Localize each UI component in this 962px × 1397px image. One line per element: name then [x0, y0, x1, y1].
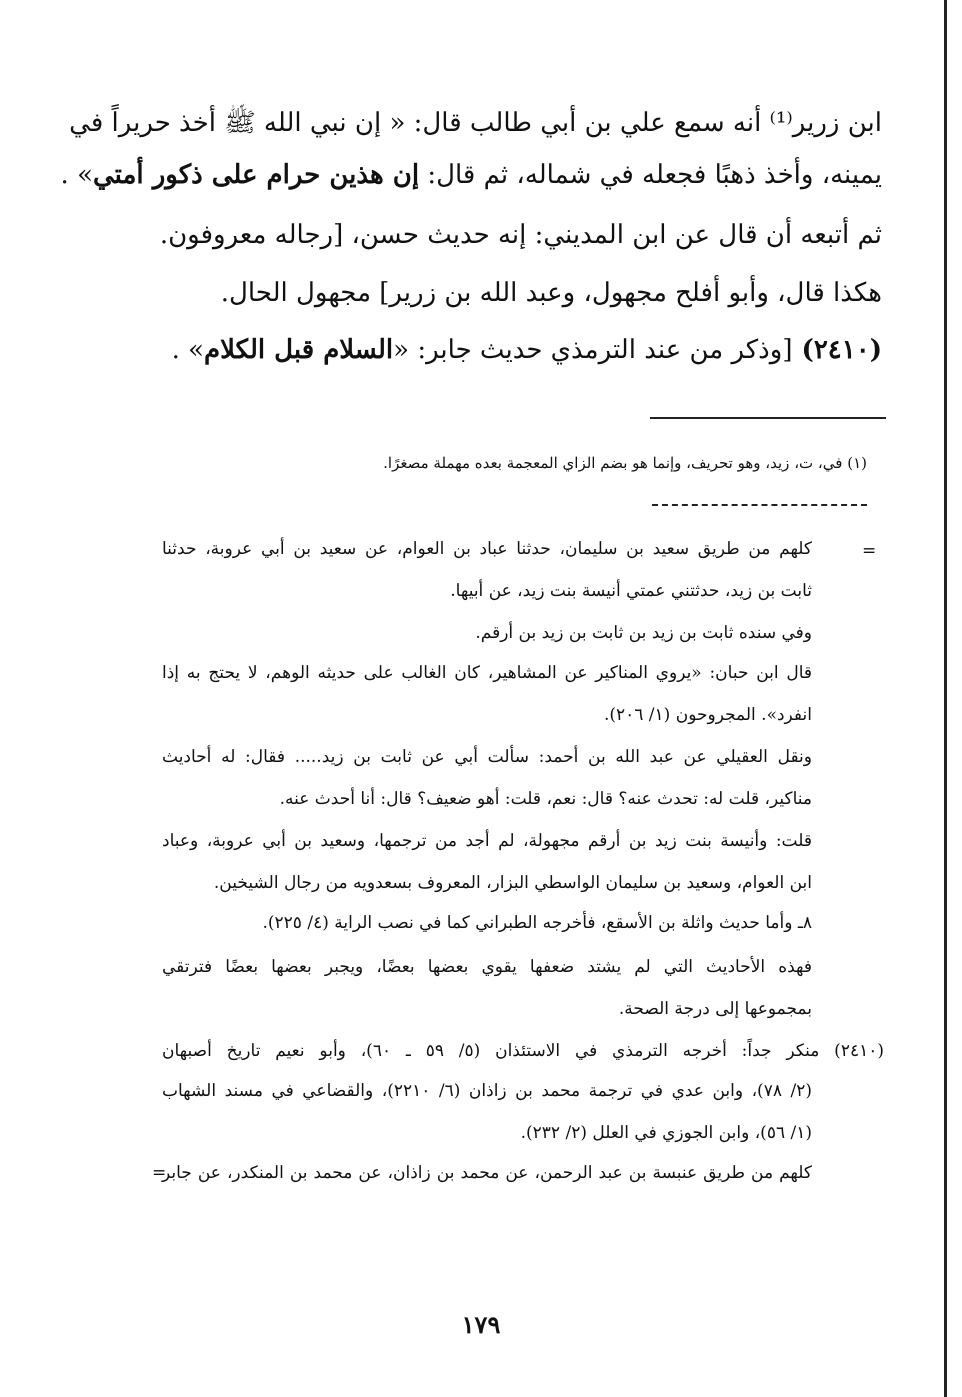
- main-text-line-2-part-c: » .: [60, 160, 93, 190]
- note-line-hadith-2410: (٢٤١٠) منكر جداً: أخرجه الترمذي في الاستئذان (٥/ ٥٩ ـ ٦٠)، وأبو نعيم تاريخ أصبهان: [162, 1041, 884, 1061]
- note-line: ٨ـ وأما حديث واثلة بن الأسقع، فأخرجه الطبراني كما في نصب الراية (٤/ ٢٢٥).: [262, 913, 812, 933]
- note-line: قال ابن حبان: «يروي المناكير عن المشاهير، كان الغالب على حديثه الوهم، لا يحتج به إذا: [162, 663, 812, 683]
- notes-dashed-separator: [652, 504, 867, 506]
- note-line: ابن العوام، وسعيد بن سليمان الواسطي البزار، المعروف بسعدويه من رجال الشيخين.: [213, 873, 812, 893]
- main-text-line-5-part-d: » .: [171, 335, 205, 365]
- hadith-number: (٢٤١٠): [792, 335, 882, 365]
- note-line: قلت: وأنيسة بنت زيد بن أرقم مجهولة، لم أجد من ترجمها، وسعيد بن أبي عروبة، وعباد: [162, 831, 812, 851]
- main-text-line-4: هكذا قال، وأبو أفلح مجهول، وعبد الله بن زرير] مجهول الحال.: [220, 278, 882, 308]
- note-line: ونقل العقيلي عن عبد الله بن أحمد: سألت أبي عن ثابت بن زيد..... فقال: له أحاديث: [162, 747, 812, 767]
- footnote-separator: [650, 417, 886, 419]
- hadith-quote-bold-2: السلام قبل الكلام: [204, 335, 394, 365]
- main-text-line-1: ابن زرير⁽¹⁾ أنه سمع علي بن أبي طالب قال: « إن نبي الله ﷺ أخذ حريراً في: [69, 108, 882, 138]
- note-line: ثابت بن زيد، حدثتني عمتي أنيسة بنت زيد، عن أبيها.: [450, 581, 812, 601]
- note-line: كلهم من طريق سعيد بن سليمان، حدثنا عباد بن العوام، عن سعيد بن أبي عروبة، حدثنا: [162, 539, 812, 559]
- main-text-line-2: [60, 158, 882, 192]
- main-text-line-5-part-b: [وذكر من عند الترمذي حديث جابر: «: [393, 335, 793, 365]
- main-text-line-2-part-a: يمينه، وأخذ ذهبًا فجعله في شماله، ثم قال:: [419, 160, 882, 190]
- page-number: ١٧٩: [461, 1310, 501, 1339]
- note-line: (٢/ ٧٨)، وابن عدي في ترجمة محمد بن زاذان (٦/ ٢٢١٠)، والقضاعي في مسند الشهاب: [162, 1081, 812, 1101]
- note-line: وفي سنده ثابت بن زيد بن ثابت بن زيد بن أرقم.: [475, 623, 812, 643]
- note-line: مناكير، قلت له: تحدث عنه؟ قال: نعم، قلت: أهو ضعيف؟ قال: أنا أحدث عنه.: [279, 789, 812, 809]
- main-text-line-5: [162, 333, 882, 367]
- note-line: انفرد». المجروحون (١/ ٢٠٦).: [603, 705, 812, 725]
- note-line: بمجموعها إلى درجة الصحة.: [618, 999, 812, 1019]
- continuation-mark-end: =: [152, 1163, 167, 1183]
- continuation-mark-start: =: [862, 541, 877, 561]
- main-text-line-3: ثم أتبعه أن قال عن ابن المديني: إنه حديث حسن، [رجاله معروفون.: [159, 220, 882, 250]
- footnote-1: (١) في، ت، زيد، وهو تحريف، وإنما هو بضم الزاي المعجمة بعده مهملة مصغرًا.: [383, 454, 867, 472]
- note-line: (١/ ٥٦)، وابن الجوزي في العلل (٢/ ٢٣٢).: [520, 1123, 812, 1143]
- hadith-quote-bold: إن هذين حرام على ذكور أمتي: [92, 160, 420, 190]
- page-edge-border: [944, 0, 947, 1397]
- note-line: فهذه الأحاديث التي لم يشتد ضعفها يقوي بعضها بعضًا، ويجبر بعضها بعضًا فترتقي: [162, 957, 812, 977]
- note-line: كلهم من طريق عنبسة بن عبد الرحمن، عن محمد بن زاذان، عن محمد بن المنكدر، عن جابر: [162, 1163, 812, 1183]
